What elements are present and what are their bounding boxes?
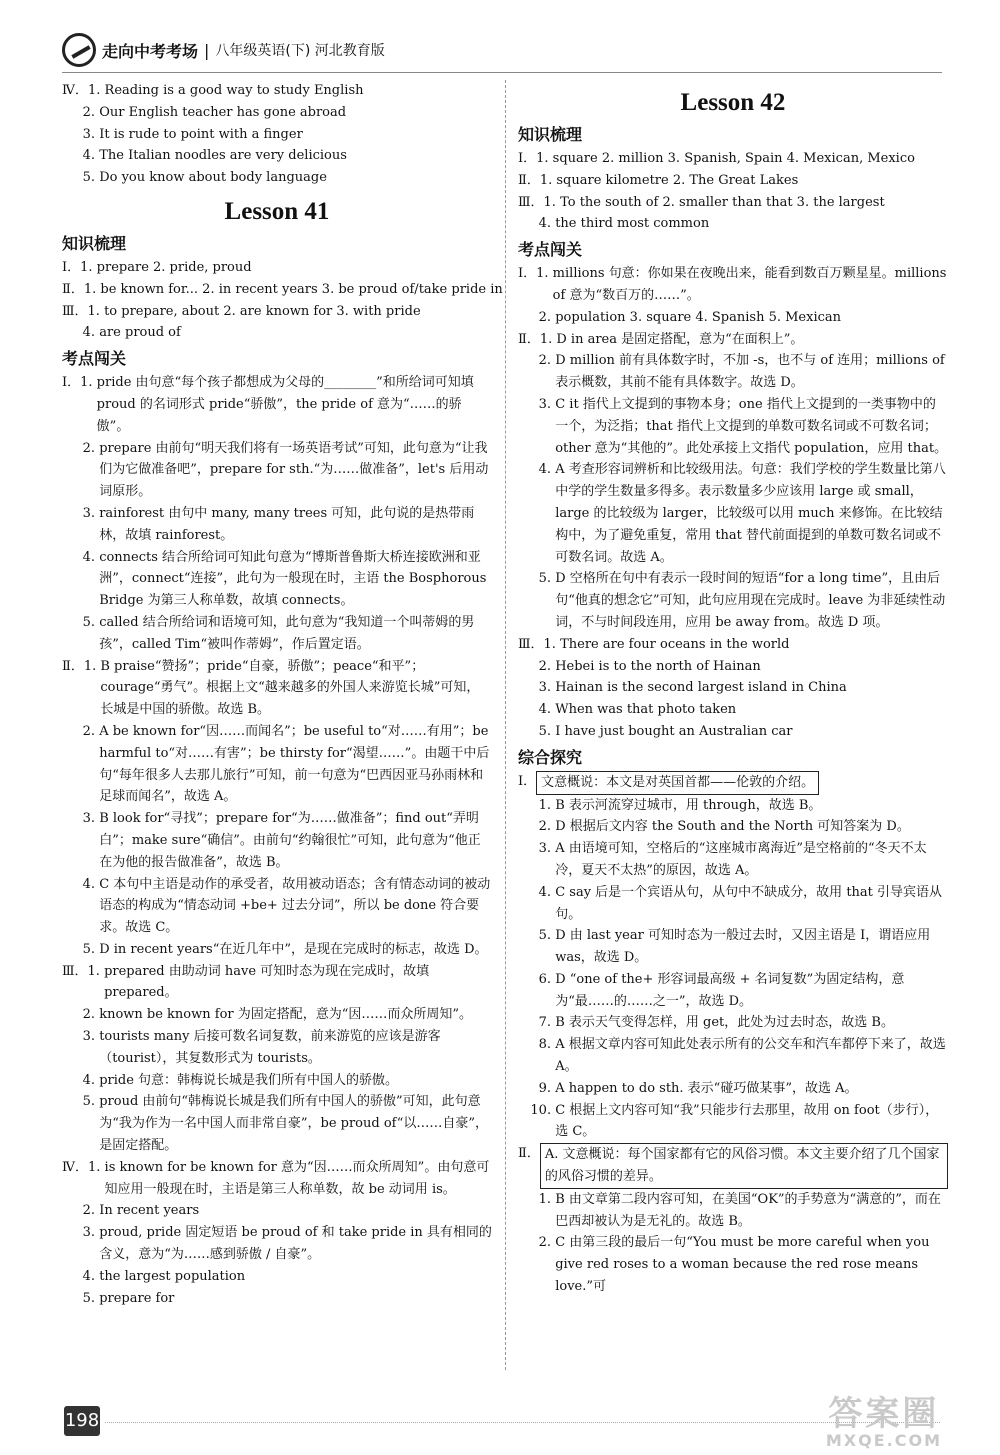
- item-number: 2.: [62, 1203, 100, 1219]
- item-number: 4.: [518, 462, 556, 478]
- item-text: D 根据后文内容 the South and the North 可知答案为 D。: [555, 819, 910, 835]
- item-number: Ⅲ．1.: [518, 194, 561, 210]
- answer-item: [518, 329, 948, 351]
- answer-item: [62, 1288, 492, 1310]
- answer-item: [62, 547, 492, 612]
- item-text: C say 后是一个宾语从句，从句中不缺成分，故用 that 引导宾语从句。: [555, 884, 943, 922]
- item-number: 3.: [518, 841, 556, 857]
- item-text: A be known for“因……而闻名”；be useful to“对……有用”；be harmful to“对……有害”；be thirsty for“渴望……”。由题干中后句“每年很多人去那儿旅行”可知，前一句意为“巴西因亚马孙雨林和足球而闻名”，故选 A。: [99, 723, 490, 805]
- page-number: 198: [64, 1406, 100, 1436]
- watermark: [826, 1395, 942, 1449]
- answer-item: [518, 838, 948, 882]
- item-number: 2.: [62, 104, 100, 120]
- item-number: 5.: [62, 1094, 100, 1110]
- item-number: 4.: [518, 216, 556, 232]
- item-number: Ⅱ．1.: [518, 172, 557, 188]
- answer-item: [62, 124, 492, 146]
- section-heading: 考点闯关: [518, 240, 583, 260]
- item-text: known be known for 为固定搭配，意为“因……而众所周知”。: [99, 1007, 473, 1023]
- item-text: Hebei is to the north of Hainan: [555, 658, 761, 674]
- answer-item: [518, 656, 948, 678]
- item-text: the largest population: [99, 1268, 246, 1284]
- section-heading: 综合探究: [518, 747, 583, 767]
- item-number: 4.: [62, 549, 100, 565]
- answer-item: [518, 721, 948, 743]
- item-text: are proud of: [99, 325, 181, 341]
- item-text: Hainan is the second largest island in China: [555, 680, 847, 696]
- item-text: B 由文章第二段内容可知，在美国“OK”的手势意为“满意的”，而在巴西却被认为是无礼的。故选 B。: [555, 1191, 941, 1229]
- answer-item: [62, 438, 492, 503]
- item-number: 4.: [62, 1072, 100, 1088]
- answer-item: [518, 350, 948, 394]
- header-separator: |: [204, 40, 210, 60]
- series-title: 走向中考考场: [102, 41, 199, 61]
- item-text: A 考查形容词辨析和比较级用法。句意：我们学校的学生数量比第八中学的学生数量多得多。表示数量多少应该用 large 或 small，large 的比较级为 larger，比较级可以用 much 来修饰。在比较结构中，为了避免重复，常用 that 替代前面提到的单数可数名词或不可数名词。故选 A。: [555, 462, 946, 565]
- item-number: Ⅲ．1.: [62, 303, 105, 319]
- item-number: 1.: [518, 1191, 556, 1207]
- item-text: D 由 last year 可知时态为一般过去时，又因主语是 I，谓语应用 was，故选 D。: [555, 928, 931, 966]
- item-text: It is rude to point with a finger: [99, 126, 303, 142]
- answer-item: [518, 170, 948, 192]
- item-number: 2.: [518, 309, 556, 325]
- answer-item: [518, 816, 948, 838]
- column-divider: [505, 80, 506, 1370]
- item-text: millions 句意：你如果在夜晚出来，能看到数百万颗星星。millions of 意为“数百万的……”。: [552, 266, 947, 303]
- item-number: 3.: [518, 680, 556, 696]
- item-number: Ⅳ．1.: [62, 1159, 105, 1175]
- answer-item: [518, 1012, 948, 1034]
- item-number: 8.: [518, 1037, 556, 1053]
- item-text: proud, pride 固定短语 be proud of 和 take pride in 具有相同的含义，意为“为……感到骄傲 / 自豪”。: [99, 1225, 492, 1263]
- section-heading: 考点闯关: [62, 349, 127, 369]
- footer-rule: [105, 1422, 940, 1423]
- answer-item: [62, 939, 492, 961]
- item-text: A happen to do sth. 表示“碰巧做某事”，故选 A。: [555, 1080, 858, 1096]
- answer-item: [62, 322, 492, 344]
- answer-item: [518, 148, 948, 170]
- item-text: When was that photo taken: [555, 702, 737, 718]
- summary-box-text: A. 文意概说：每个国家都有它的风俗习惯。本文主要介绍了几个国家的风俗习惯的差异。: [540, 1143, 948, 1189]
- answer-item: [518, 307, 948, 329]
- item-text: B praise“赞扬”；pride“自豪，骄傲”；peace“和平”；courage“勇气”。根据上文“越来越多的外国人来游览长城”可知，长城是中国的骄傲。故选 B。: [100, 658, 480, 718]
- summary-box: [536, 771, 948, 795]
- answer-item: [518, 969, 948, 1013]
- answer-item: [518, 634, 948, 656]
- answer-item: [518, 771, 948, 795]
- item-number: 2.: [518, 658, 556, 674]
- answer-item: [62, 961, 492, 1005]
- answer-item: [62, 1222, 492, 1266]
- answer-item: [518, 882, 948, 926]
- item-number: 5.: [62, 170, 100, 186]
- item-text: The Italian noodles are very delicious: [99, 148, 347, 164]
- item-number: 5.: [518, 571, 556, 587]
- answer-item: [62, 656, 492, 721]
- answer-item: [62, 1157, 492, 1201]
- item-number: Ⅰ．: [518, 773, 537, 789]
- page-header: [62, 32, 385, 68]
- item-number: 3.: [62, 1029, 100, 1045]
- item-number: 3.: [62, 811, 100, 827]
- answer-item: [518, 925, 948, 969]
- item-number: Ⅰ．1.: [62, 259, 97, 275]
- right-column: [518, 80, 948, 1298]
- item-number: 2.: [62, 723, 100, 739]
- item-number: 2.: [518, 353, 556, 369]
- answer-item: [518, 1034, 948, 1078]
- item-text: prepare 由前句“明天我们将有一场英语考试”可知，此句意为“让我们为它做准备吧”，prepare for sth.“为……做准备”，let's 后用动词原形。: [99, 440, 489, 500]
- answer-item: [62, 1070, 492, 1092]
- answer-item: [62, 372, 492, 437]
- answer-item: [62, 1026, 492, 1070]
- answer-item: [62, 1091, 492, 1156]
- answer-item: [518, 699, 948, 721]
- answer-item: [62, 874, 492, 939]
- item-text: A 由语境可知，空格后的“这座城市离海近”是空格前的“冬天不太冷，夏天不太热”的原因，故选 A。: [555, 841, 927, 878]
- item-text: square kilometre 2. The Great Lakes: [556, 172, 799, 188]
- item-number: 2.: [518, 1235, 556, 1251]
- answer-item: [518, 677, 948, 699]
- answer-item: [62, 1266, 492, 1288]
- answer-item: [62, 721, 492, 808]
- publisher-logo-icon: [62, 33, 96, 67]
- item-text: is known for be known for 意为“因……而众所周知”。由句意可知应用一般现在时，主语是第三人称单数，故 be 动词用 is。: [104, 1159, 490, 1197]
- answer-item: [518, 213, 948, 235]
- item-text: rainforest 由句中 many, many trees 可知，此句说的是热带雨林，故填 rainforest。: [99, 505, 475, 543]
- answer-item: [62, 145, 492, 167]
- item-number: Ⅰ．1.: [518, 151, 553, 166]
- item-text: B 表示河流穿过城市，用 through，故选 B。: [555, 797, 822, 813]
- item-number: Ⅱ．1.: [62, 658, 101, 674]
- answer-item: [518, 1143, 948, 1189]
- item-number: 4.: [518, 884, 556, 900]
- item-number: 5.: [62, 1290, 100, 1306]
- item-number: Ⅱ．1.: [62, 281, 101, 297]
- item-text: prepare 2. pride, proud: [96, 259, 252, 275]
- item-number: 2.: [518, 819, 556, 835]
- item-text: to prepare, about 2. are known for 3. with pride: [104, 303, 421, 319]
- item-text: To the south of 2. smaller than that 3. the largest: [560, 194, 885, 210]
- header-rule: [62, 72, 942, 73]
- answer-item: [518, 795, 948, 817]
- item-text: There are four oceans in the world: [560, 636, 790, 652]
- item-number: 5.: [518, 928, 556, 944]
- item-number: 3.: [62, 1225, 100, 1241]
- answer-item: [518, 1078, 948, 1100]
- item-number: 10.: [518, 1102, 556, 1118]
- item-text: C it 指代上文提到的事物本身；one 指代上文提到的一类事物中的一个，为泛指；that 指代上文提到的单数可数名词或不可数名词；other 意为“其他的”。此处承接上文指代 population，应用 that。: [555, 396, 948, 456]
- item-number: 5.: [518, 723, 556, 739]
- answer-item: [62, 257, 492, 279]
- summary-box-text: 文意概说：本文是对英国首都——伦敦的介绍。: [536, 771, 819, 795]
- item-text: D million 前有具体数字时，不加 -s，也不与 of 连用；millions of 表示概数，其前不能有具体数字。故选 D。: [555, 353, 945, 391]
- answer-item: [518, 568, 948, 633]
- item-text: population 3. square 4. Spanish 5. Mexican: [555, 309, 842, 325]
- item-number: Ⅰ．1.: [62, 375, 97, 391]
- item-number: Ⅱ．: [518, 1146, 540, 1162]
- answer-item: [62, 1200, 492, 1222]
- answer-item: [518, 1189, 948, 1233]
- item-number: Ⅲ．1.: [518, 636, 561, 652]
- answer-item: [62, 1004, 492, 1026]
- item-text: D 空格所在句中有表示一段时间的短语“for a long time”，且由后句“他真的想念它”可知，此句应用现在完成时。leave 为非延续性动词，不与时间段连用，应用 be away from。故选 D 项。: [555, 571, 946, 630]
- answer-item: [518, 394, 948, 459]
- item-number: 3.: [518, 396, 556, 412]
- item-number: 4.: [62, 1268, 100, 1284]
- item-text: the third most common: [555, 216, 710, 232]
- item-text: prepared 由助动词 have 可知时态为现在完成时，故填 prepared。: [104, 963, 430, 1001]
- item-text: square 2. million 3. Spanish, Spain 4. Mexican, Mexico: [552, 151, 915, 166]
- item-text: C 根据上文内容可知“我”只能步行去那里，故用 on foot（步行），选 C。: [555, 1102, 939, 1140]
- watermark-text: 答案圈: [828, 1394, 940, 1434]
- item-number: Ⅰ．1.: [518, 266, 553, 282]
- item-text: tourists many 后接可数名词复数，前来游览的应该是游客（tourist），其复数形式为 tourists。: [99, 1029, 441, 1066]
- item-number: 4.: [62, 325, 100, 341]
- item-text: called 结合所给词和语境可知，此句意为“我知道一个叫蒂姆的男孩”，called Tim“被叫作蒂姆”，作后置定语。: [99, 614, 475, 652]
- item-text: C 本句中主语是动作的承受者，故用被动语态；含有情态动词的被动语态的构成为“情态动词 +be+ 过去分词”，所以 be done 符合要求。故选 C。: [99, 876, 491, 936]
- item-number: 2.: [62, 1007, 100, 1023]
- section-heading: 知识梳理: [518, 125, 583, 144]
- lesson-title: Lesson 42: [680, 89, 786, 116]
- answer-item: [62, 167, 492, 189]
- watermark-site: MXQE.COM: [825, 1431, 942, 1450]
- summary-box: [540, 1143, 948, 1189]
- answer-item: [62, 80, 492, 102]
- item-number: 1.: [518, 797, 556, 813]
- item-text: D “one of the+ 形容词最高级 + 名词复数”为固定结构，意为“最……的……之一”，故选 D。: [555, 971, 905, 1009]
- item-text: Do you know about body language: [99, 170, 327, 186]
- item-number: Ⅲ．1.: [62, 963, 105, 979]
- item-text: I have just bought an Australian car: [555, 723, 793, 739]
- answer-item: [62, 301, 492, 323]
- item-text: pride 由句意“每个孩子都想成为父母的________”和所给词可知填 proud 的名词形式 pride“骄傲”，the pride of 意为“……的骄傲”。: [96, 375, 474, 434]
- answer-item: [62, 503, 492, 547]
- answer-item: [62, 279, 503, 301]
- item-number: Ⅱ．1.: [518, 331, 557, 347]
- item-text: B 表示天气变得怎样，用 get，此处为过去时态，故选 B。: [555, 1015, 894, 1031]
- item-text: be known for... 2. in recent years 3. be proud of/take pride in: [100, 281, 503, 297]
- item-text: A 根据文章内容可知此处表示所有的公交车和汽车都停下来了，故选 A。: [555, 1037, 946, 1075]
- item-number: 2.: [62, 440, 100, 456]
- answer-item: [518, 1100, 948, 1144]
- item-text: D in recent years“在近几年中”，是现在完成时的标志，故选 D。: [99, 941, 488, 957]
- item-text: connects 结合所给词可知此句意为“博斯普鲁斯大桥连接欧洲和亚洲”，connect“连接”，此句为一般现在时，主语 the Bosphorous Bridge 为第三人称单数，故填 connects。: [99, 549, 487, 609]
- item-number: 3.: [62, 505, 100, 521]
- answer-item: [518, 192, 948, 214]
- answer-item: [62, 102, 492, 124]
- item-text: D in area 是固定搭配，意为“在面积上”。: [556, 331, 804, 347]
- book-title: 八年级英语(下) 河北教育版: [215, 43, 385, 59]
- item-number: Ⅳ．1.: [62, 83, 105, 98]
- item-text: pride 句意：韩梅说长城是我们所有中国人的骄傲。: [99, 1072, 399, 1088]
- item-number: 4.: [62, 148, 100, 164]
- item-text: Our English teacher has gone abroad: [99, 104, 347, 120]
- section-heading: 知识梳理: [62, 233, 127, 253]
- item-text: prepare for: [99, 1290, 175, 1306]
- item-text: Reading is a good way to study English: [104, 83, 364, 98]
- answer-item: [518, 263, 948, 307]
- item-text: B look for“寻找”；prepare for“为……做准备”；find out“弄明白”；make sure“确信”。由前句“约翰很忙”可知，此句意为“他正在为他的报告做准备”，故选 B。: [99, 811, 481, 870]
- item-number: 9.: [518, 1080, 556, 1096]
- item-number: 3.: [62, 126, 100, 142]
- item-number: 4.: [518, 702, 556, 718]
- item-text: In recent years: [99, 1203, 200, 1219]
- item-number: 5.: [62, 941, 100, 957]
- answer-item: [518, 459, 948, 568]
- answer-item: [62, 612, 492, 656]
- item-number: 5.: [62, 614, 100, 630]
- answer-item: [62, 808, 492, 873]
- item-number: 4.: [62, 876, 100, 892]
- item-text: proud 由前句“韩梅说长城是我们所有中国人的骄傲”可知，此句意为“我为作为一名中国人而非常自豪”，be proud of“以……自豪”，是固定搭配。: [99, 1094, 489, 1154]
- item-text: C 由第三段的最后一句“You must be more careful when you give red roses to a woman because the red rose means love.”可: [555, 1235, 930, 1295]
- left-column: [62, 80, 503, 1309]
- item-number: 6.: [518, 971, 556, 987]
- item-number: 7.: [518, 1015, 556, 1031]
- answer-item: [518, 1232, 948, 1297]
- lesson-title: Lesson 41: [224, 197, 330, 225]
